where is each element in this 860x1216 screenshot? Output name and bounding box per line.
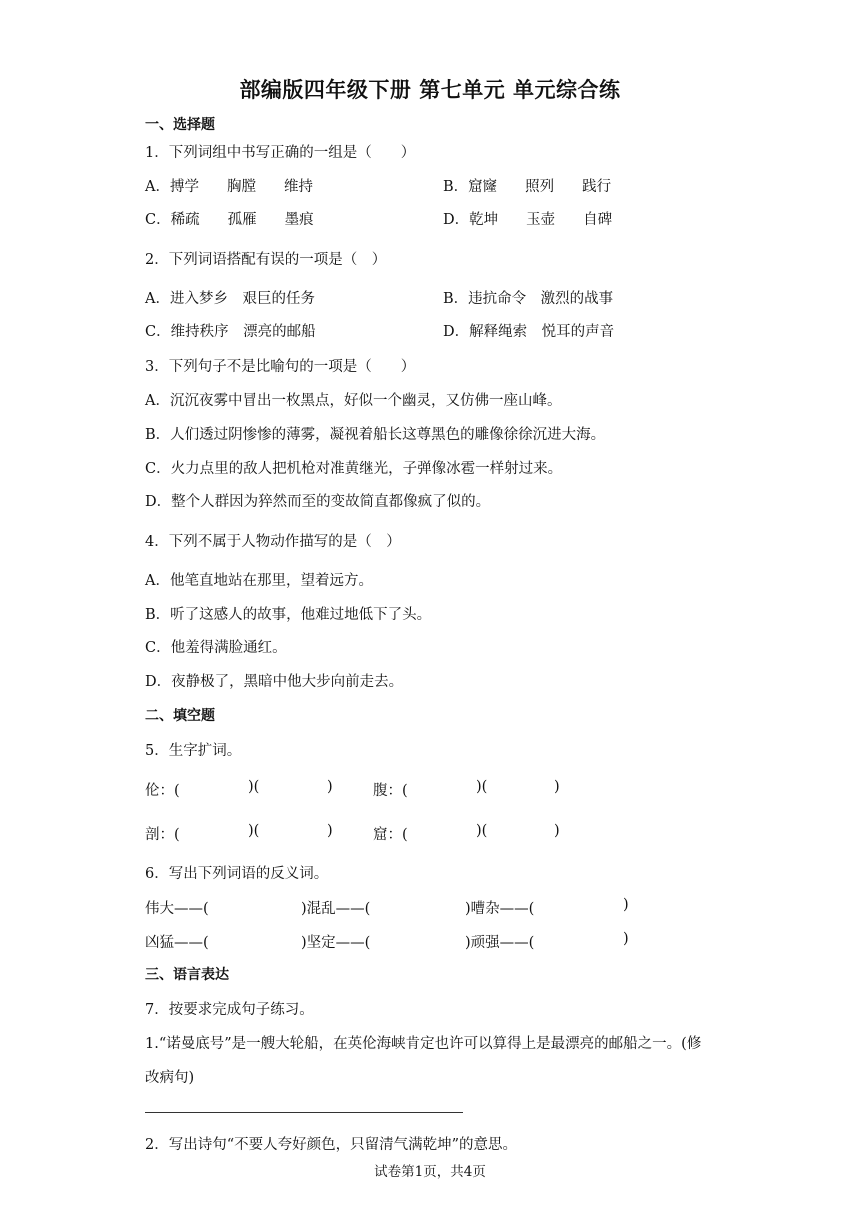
option-word: 窟窿 [468, 179, 498, 195]
blank-part: ) [327, 779, 333, 795]
q3-option-b: B．人们透过阴惨惨的薄雾，凝视着船长这尊黑色的雕像徐徐沉进大海。 [145, 427, 606, 443]
option-letter: D． [443, 212, 470, 228]
question-2-stem: 2．下列词语搭配有误的一项是（ ） [145, 252, 387, 268]
blank-part: 凶猛——( [145, 935, 209, 951]
q1-option-c [145, 208, 342, 229]
blank-part: )顽强——( [465, 935, 535, 951]
page-title: 部编版四年级下册 第七单元 单元综合练 [239, 78, 621, 102]
question-4-stem: 4．下列不属于人物动作描写的是（ ） [145, 534, 401, 550]
q7-sub2-text: 2．写出诗句“不要人夸好颜色，只留清气满乾坤”的意思。 [145, 1137, 518, 1153]
q1-option-a [145, 175, 341, 196]
question-5-stem: 5．生字扩词。 [145, 743, 242, 759]
q2-option-a: A．进入梦乡 艰巨的任务 [145, 291, 315, 307]
question-3-stem: 3．下列句子不是比喻句的一项是（ ） [145, 359, 416, 375]
q3-option-d: D．整个人群因为猝然而至的变故简直都像疯了似的。 [145, 494, 491, 510]
question-7-stem: 7．按要求完成句子练习。 [145, 1002, 314, 1018]
q4-option-c: C．他羞得满脸通红。 [145, 640, 287, 656]
section-heading-fill: 二、填空题 [145, 708, 215, 724]
q7-sub1-text: 1.“诺曼底号”是一艘大轮船，在英伦海峡肯定也许可以算得上是最漂亮的邮船之一。(修 [145, 1036, 702, 1052]
blank-part: 窟：( [373, 827, 408, 843]
blank-part: )( [248, 779, 260, 795]
blank-part: )( [476, 779, 488, 795]
option-word: 照列 [525, 179, 555, 195]
option-word: 自碑 [583, 212, 613, 228]
option-word: 玉壶 [526, 212, 556, 228]
option-letter: A． [145, 179, 170, 195]
option-letter: C． [145, 212, 171, 228]
blank-part: 腹：( [373, 783, 408, 799]
q1-option-d [443, 208, 640, 229]
blank-part: ) [327, 823, 333, 839]
option-word: 搏学 [169, 179, 199, 195]
question-1-stem: 1．下列词组中书写正确的一组是（ ） [145, 145, 416, 161]
q2-option-b: B．违抗命令 激烈的战事 [443, 291, 614, 307]
blank-part: ) [554, 779, 560, 795]
option-word: 稀疏 [170, 212, 200, 228]
blank-part: ) [554, 823, 560, 839]
option-word: 践行 [582, 179, 612, 195]
blank-part: ) [623, 897, 629, 913]
option-letter: B． [443, 179, 469, 195]
blank-part: 伟大——( [145, 901, 209, 917]
blank-part: 剖：( [145, 827, 180, 843]
q2-option-c: C．维持秩序 漂亮的邮船 [145, 324, 316, 340]
blank-part: )( [476, 823, 488, 839]
q4-option-b: B．听了这感人的故事，他难过地低下了头。 [145, 607, 432, 623]
q2-option-d: D．解释绳索 悦耳的声音 [443, 324, 615, 340]
q3-option-c: C．火力点里的敌人把机枪对准黄继光，子弹像冰雹一样射过来。 [145, 461, 563, 477]
option-word: 乾坤 [469, 212, 499, 228]
q4-option-d: D．夜静极了，黑暗中他大步向前走去。 [145, 674, 404, 690]
section-heading-expression: 三、语言表达 [145, 967, 229, 983]
blank-part: )混乱——( [301, 901, 371, 917]
option-word: 墨痕 [284, 212, 314, 228]
answer-line [145, 1112, 463, 1113]
q1-option-b [443, 175, 639, 196]
blank-part: )坚定——( [301, 935, 371, 951]
question-6-stem: 6．写出下列词语的反义词。 [145, 866, 329, 882]
blank-part: ) [623, 931, 629, 947]
section-heading-choice: 一、选择题 [145, 117, 215, 133]
blank-part: 伦：( [145, 783, 180, 799]
q4-option-a: A．他笔直地站在那里，望着远方。 [145, 573, 373, 589]
option-word: 胸膛 [226, 179, 256, 195]
option-word: 孤雁 [227, 212, 257, 228]
blank-part: )嘈杂——( [465, 901, 535, 917]
page-footer: 试卷第1页，共4页 [374, 1164, 486, 1180]
option-word: 维持 [283, 179, 313, 195]
q7-sub1-text-cont: 改病句) [145, 1070, 195, 1086]
q3-option-a: A．沉沉夜雾中冒出一枚黑点，好似一个幽灵，又仿佛一座山峰。 [145, 393, 562, 409]
blank-part: )( [248, 823, 260, 839]
